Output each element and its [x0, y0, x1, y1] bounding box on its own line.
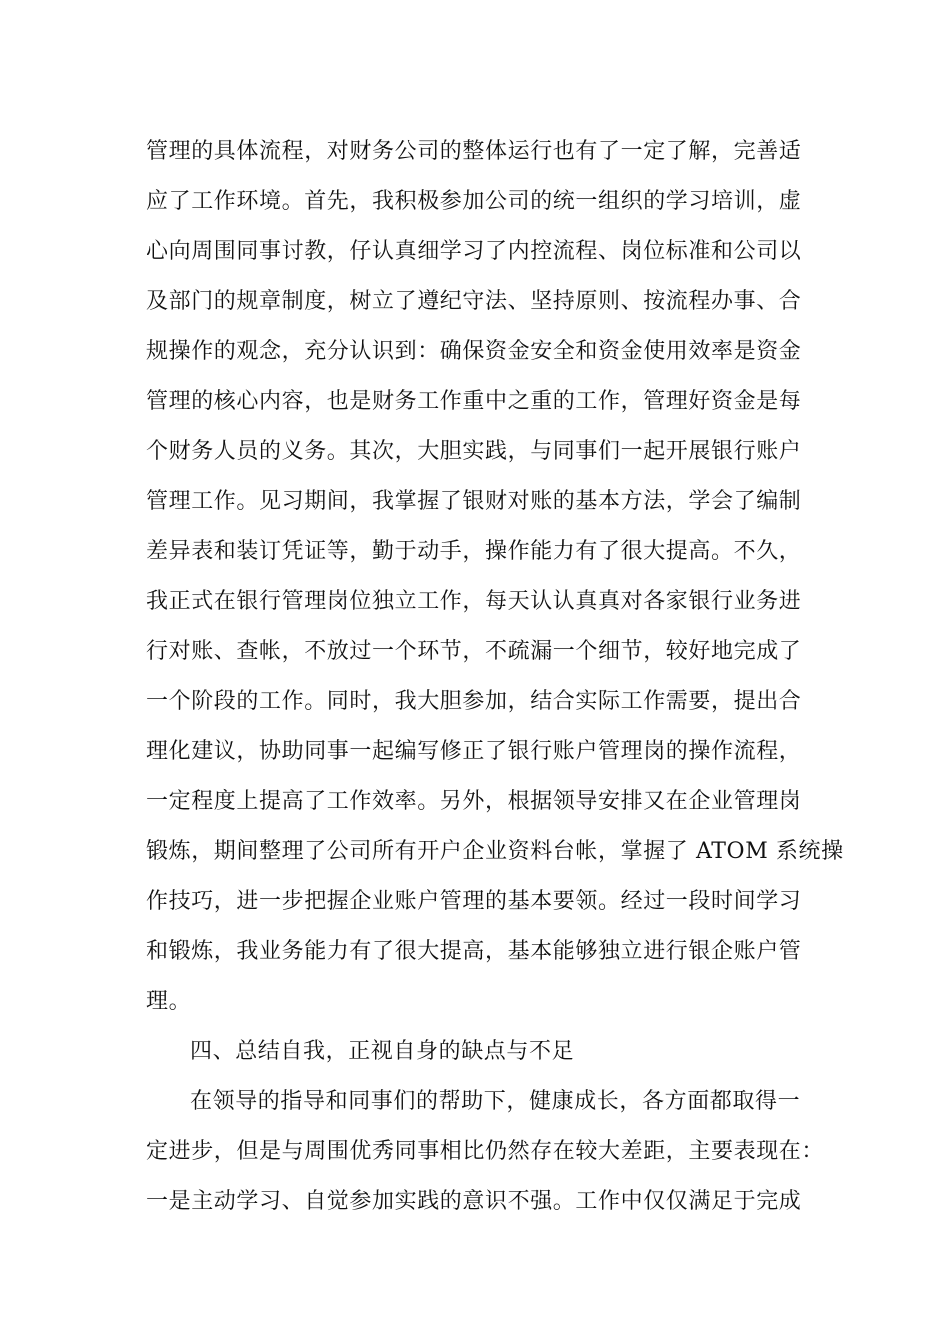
paragraph-line: 应了工作环境。首先，我积极参加公司的统一组织的学习培训，虚	[146, 189, 802, 214]
paragraph-line: 管理的核心内容，也是财务工作重中之重的工作，管理好资金是每	[146, 389, 802, 414]
paragraph-line: 心向周围同事讨教，仔认真细学习了内控流程、岗位标准和公司以	[146, 239, 802, 264]
paragraph-line: 理。	[146, 989, 192, 1014]
paragraph-line: 一个阶段的工作。同时，我大胆参加，结合实际工作需要，提出合	[146, 689, 802, 714]
paragraph-line: 规操作的观念，充分认识到：确保资金安全和资金使用效率是资金	[146, 339, 802, 364]
paragraph-line: 我正式在银行管理岗位独立工作，每天认认真真对各家银行业务进	[146, 589, 802, 614]
paragraph-line: 定进步，但是与周围优秀同事相比仍然存在较大差距，主要表现在：	[146, 1139, 825, 1164]
paragraph-line: 管理工作。见习期间，我掌握了银财对账的基本方法，学会了编制	[146, 489, 802, 514]
paragraph-line: 差异表和装订凭证等，勤于动手，操作能力有了很大提高。不久，	[146, 539, 802, 564]
paragraph-line: 和锻炼，我业务能力有了很大提高，基本能够独立进行银企账户管	[146, 939, 802, 964]
paragraph-line: 一是主动学习、自觉参加实践的意识不强。工作中仅仅满足于完成	[146, 1189, 802, 1214]
paragraph-line: 一定程度上提高了工作效率。另外，根据领导安排又在企业管理岗	[146, 789, 802, 814]
paragraph-line: 管理的具体流程，对财务公司的整体运行也有了一定了解，完善适	[146, 139, 802, 164]
paragraph-line: 行对账、查帐，不放过一个环节，不疏漏一个细节，较好地完成了	[146, 639, 802, 664]
paragraph-line: 个财务人员的义务。其次，大胆实践，与同事们一起开展银行账户	[146, 439, 802, 464]
paragraph-line: 及部门的规章制度，树立了遵纪守法、坚持原则、按流程办事、合	[146, 289, 802, 314]
section-heading: 四、总结自我，正视自身的缺点与不足	[190, 1039, 575, 1064]
paragraph-line: 锻炼，期间整理了公司所有开户企业资料台帐，掌握了 ATOM 系统操	[146, 839, 844, 864]
paragraph-line: 在领导的指导和同事们的帮助下，健康成长，各方面都取得一	[190, 1089, 801, 1114]
paragraph-line: 理化建议，协助同事一起编写修正了银行账户管理岗的操作流程，	[146, 739, 802, 764]
paragraph-line: 作技巧，进一步把握企业账户管理的基本要领。经过一段时间学习	[146, 889, 802, 914]
